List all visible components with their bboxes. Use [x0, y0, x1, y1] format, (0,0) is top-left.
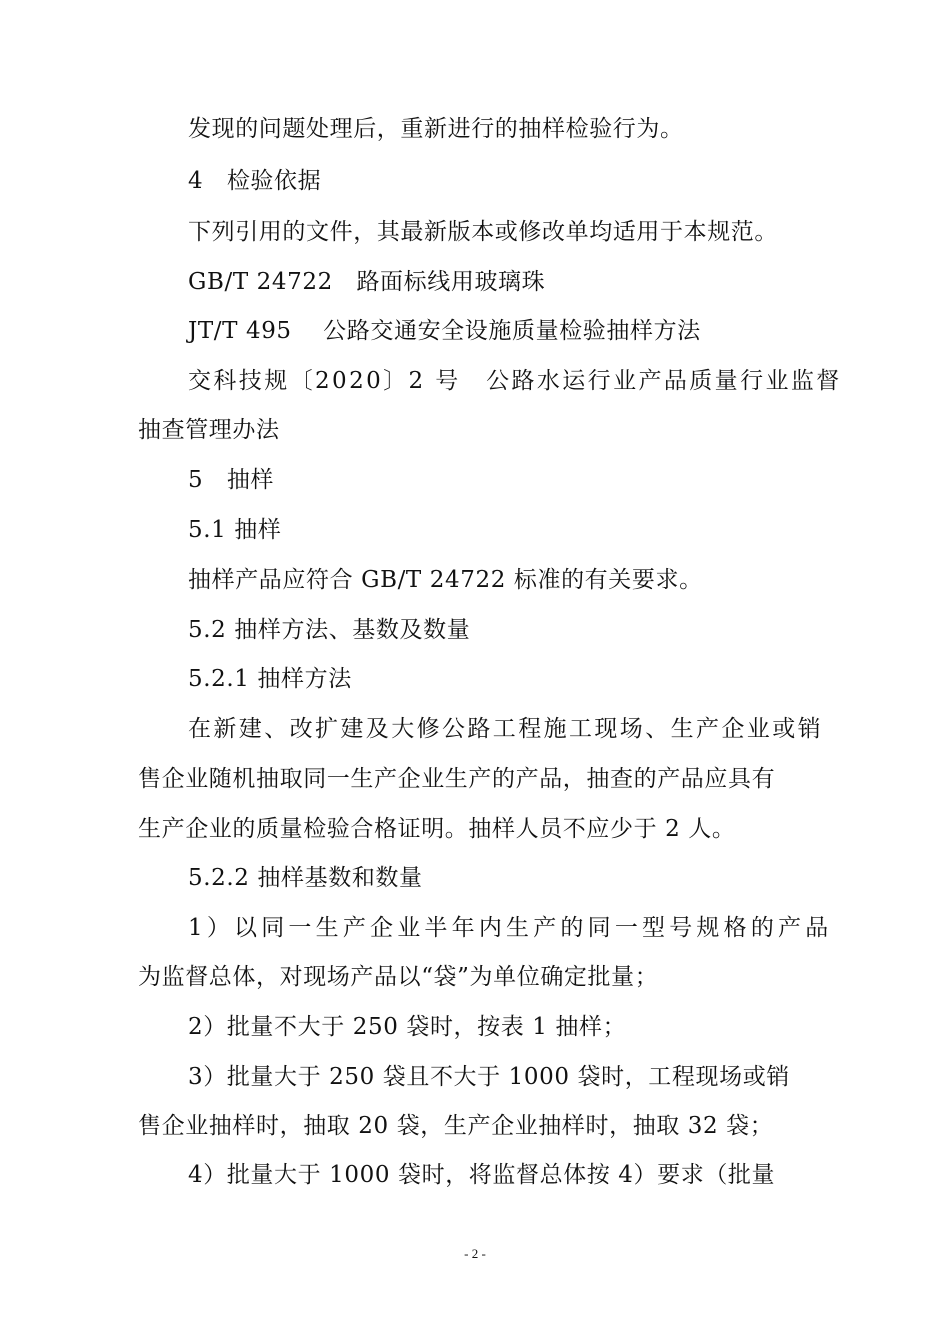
- list-item-1-line-1: 1）以同一生产企业半年内生产的同一型号规格的产品: [188, 915, 833, 941]
- list-item-2: 2）批量不大于 250 袋时，按表 1 抽样；: [188, 1014, 627, 1040]
- paragraph-line-13: 在新建、改扩建及大修公路工程施工现场、生产企业或销: [188, 716, 823, 742]
- section-heading-5: 5 抽样: [188, 467, 275, 493]
- subsection-heading-5-2: 5.2 抽样方法、基数及数量: [188, 617, 471, 643]
- paragraph-line-10: 抽样产品应符合 GB/T 24722 标准的有关要求。: [188, 567, 703, 593]
- paragraph-line-14: 售企业随机抽取同一生产企业生产的产品，抽查的产品应具有: [138, 766, 776, 792]
- reference-gb-t-24722: GB/T 24722 路面标线用玻璃珠: [188, 269, 546, 295]
- subsection-heading-5-2-2: 5.2.2 抽样基数和数量: [188, 865, 423, 891]
- page-number: - 2 -: [464, 1246, 486, 1261]
- paragraph-line-3: 下列引用的文件，其最新版本或修改单均适用于本规范。: [188, 219, 778, 245]
- section-heading-4: 4 检验依据: [188, 168, 322, 194]
- list-item-3-line-2: 售企业抽样时，抽取 20 袋，生产企业抽样时，抽取 32 袋；: [138, 1113, 774, 1139]
- paragraph-line-15: 生产企业的质量检验合格证明。抽样人员不应少于 2 人。: [138, 816, 736, 842]
- reference-regulation-line-1: 交科技规〔2020〕2 号 公路水运行业产品质量行业监督: [188, 368, 842, 394]
- list-item-3-line-1: 3）批量大于 250 袋且不大于 1000 袋时，工程现场或销: [188, 1064, 790, 1090]
- subsection-heading-5-1: 5.1 抽样: [188, 517, 282, 543]
- reference-regulation-line-2: 抽查管理办法: [138, 417, 280, 443]
- list-item-1-line-2: 为监督总体，对现场产品以“袋”为单位确定批量；: [138, 964, 659, 990]
- reference-jt-t-495: JT/T 495 公路交通安全设施质量检验抽样方法: [188, 318, 701, 344]
- list-item-4-line-1: 4）批量大于 1000 袋时，将监督总体按 4）要求（批量: [188, 1162, 776, 1188]
- subsection-heading-5-2-1: 5.2.1 抽样方法: [188, 666, 352, 692]
- paragraph-line-1: 发现的问题处理后，重新进行的抽样检验行为。: [188, 116, 684, 142]
